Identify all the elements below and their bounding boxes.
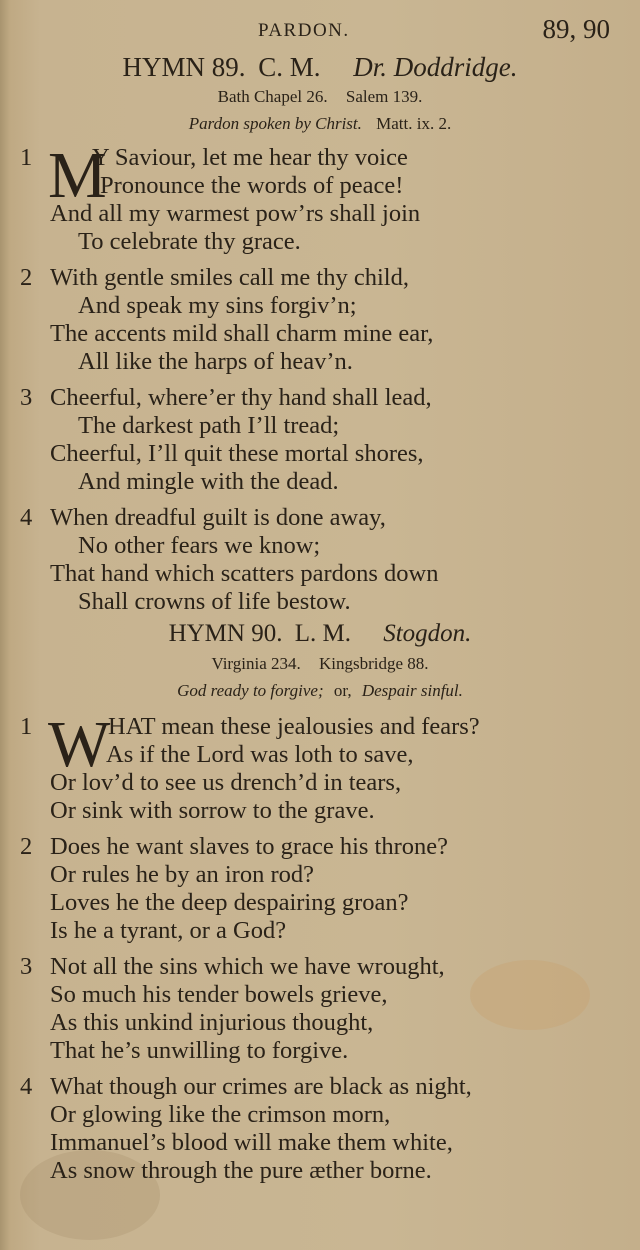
tune: Virginia 234. [211,654,301,673]
stanza [0,504,640,616]
verse-line: With gentle smiles call me thy child, [50,264,409,291]
stanza [0,1073,640,1185]
running-head [0,14,640,44]
verse-line: Or sink with sorrow to the grave. [50,797,375,824]
stanza [0,264,640,376]
tune: Kingsbridge 88. [319,654,429,673]
hymn-90 [0,617,640,1193]
verse-line: Loves he the deep despairing groan? [50,889,409,916]
drop-cap: W [48,708,111,781]
verse-line: Or lov’d to see us drench’d in tears, [50,769,402,796]
hymn-heading [0,50,640,84]
stanza [0,953,640,1065]
scripture-reference: Matt. ix. 2. [376,114,452,133]
verse-line: Not all the sins which we have wrought, [50,953,445,980]
verse-line: The accents mild shall charm mine ear, [50,320,434,347]
stanza [0,833,640,945]
subject-alternate: Despair sinful. [361,681,463,700]
stanza-number: 3 [20,384,33,411]
hymn-heading [0,617,640,651]
tune-references [0,84,640,110]
stanza-number: 1 [20,144,33,171]
hymn-number: HYMN 90. [168,620,283,647]
hymn-author: Dr. Doddridge. [353,52,518,82]
stanza [0,708,640,825]
verse-line: Does he want slaves to grace his throne? [50,833,448,860]
stanza-number: 2 [20,833,33,860]
verse-line: No other fears we know; [78,532,321,559]
verse-line: HAT mean these jealousies and fears? [108,713,480,740]
stanza-number: 1 [20,713,33,740]
verse-line: So much his tender bowels grieve, [50,981,388,1008]
subject-connector: or, [333,681,352,700]
verse-line: That hand which scatters pardons down [50,560,439,587]
stanza [0,384,640,496]
hymn-number: HYMN 89. [122,52,246,82]
hymn-author: Stogdon. [383,620,472,647]
verse-line: All like the harps of heav’n. [78,348,353,375]
verse-line: And speak my sins forgiv’n; [78,292,357,319]
verse-line: Cheerful, where’er thy hand shall lead, [50,384,432,411]
verse-line: Cheerful, I’ll quit these mortal shores, [50,440,424,467]
stanza-number: 2 [20,264,33,291]
subject-text: Pardon spoken by Christ. [188,114,362,133]
verse-line: As this unkind injurious thought, [50,1009,374,1036]
tune: Salem 139. [345,87,423,106]
stanza-number: 3 [20,953,33,980]
stanza [0,139,640,256]
verse-line: Pronounce the words of peace! [100,172,404,199]
verse-line: When dreadful guilt is done away, [50,504,386,531]
verse-line: Or glowing like the crimson morn, [50,1101,391,1128]
tune-references [0,651,640,677]
subject-text: God ready to forgive; [177,681,324,700]
hymn-meter: L. M. [294,620,351,647]
verse-line: That he’s unwilling to forgive. [50,1037,349,1064]
hymn-subject [0,677,640,705]
running-title: PARDON. [258,20,350,41]
drop-cap: M [48,139,107,212]
hymn-89 [0,50,640,624]
verse-line: As snow through the pure æther borne. [50,1157,432,1184]
verse-line: Or rules he by an iron rod? [50,861,314,888]
verse-line: Is he a tyrant, or a God? [50,917,287,944]
page-number: 89, 90 [542,14,610,44]
verse-line: Immanuel’s blood will make them white, [50,1129,453,1156]
verse-line: And mingle with the dead. [78,468,339,495]
hymn-meter: C. M. [258,52,321,82]
stanza-number: 4 [20,1073,33,1100]
verse-line: To celebrate thy grace. [78,228,301,255]
verse-line: And all my warmest pow’rs shall join [50,200,421,227]
verse-line: Y Saviour, let me hear thy voice [92,144,408,171]
verse-line: Shall crowns of life bestow. [78,588,351,615]
hymn-subject [0,110,640,138]
tune: Bath Chapel 26. [217,87,328,106]
stanza-number: 4 [20,504,33,531]
verse-line: As if the Lord was loth to save, [106,741,414,768]
verse-line: The darkest path I’ll tread; [78,412,340,439]
verse-line: What though our crimes are black as night, [50,1073,472,1100]
